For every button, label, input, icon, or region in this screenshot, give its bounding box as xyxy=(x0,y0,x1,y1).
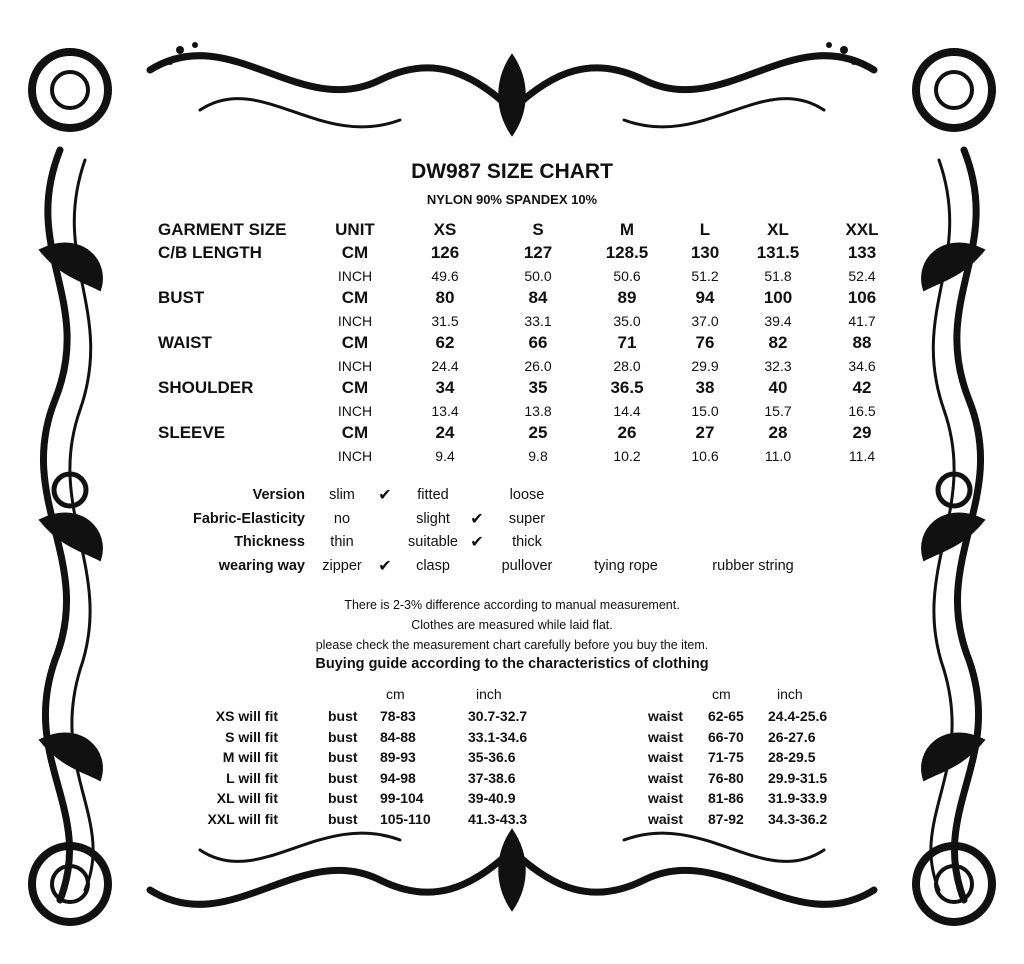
unit-cm-label: CM xyxy=(341,288,369,307)
note-line: please check the measurement chart carefully before you buy the item. xyxy=(315,638,709,652)
characteristic-option: pullover xyxy=(501,557,553,574)
inch-value: 51.8 xyxy=(764,268,792,284)
cm-value: 71 xyxy=(617,333,637,352)
cm-value: 66 xyxy=(528,333,548,352)
guide-waist-cm: 62-65 xyxy=(708,708,744,724)
inch-value: 13.8 xyxy=(524,403,552,419)
guide-bust-inch: 33.1-34.6 xyxy=(468,728,528,745)
guide-waist-inch: 29.9-31.5 xyxy=(768,769,828,786)
inch-value: 37.0 xyxy=(691,313,719,329)
size-header-l: L xyxy=(699,220,711,239)
guide-bust-cm: 84-88 xyxy=(380,728,416,745)
guide-waist-inch: 26-27.6 xyxy=(768,728,816,745)
note-line: There is 2-3% difference according to manual measurement. xyxy=(344,598,680,612)
characteristic-option: tying rope xyxy=(594,557,658,574)
guide-fit-label: L will fit xyxy=(226,769,278,786)
inch-value: 33.1 xyxy=(524,313,552,329)
guide-bust-inch: 41.3-43.3 xyxy=(468,810,528,827)
characteristic-label: Fabric-Elasticity xyxy=(192,510,305,527)
characteristic-option: slight xyxy=(416,510,450,527)
unit-cm-label: CM xyxy=(341,243,369,262)
characteristic-option: rubber string xyxy=(712,557,794,574)
guide-waist-label: waist xyxy=(648,769,684,786)
inch-value: 26.0 xyxy=(524,358,552,374)
inch-value: 52.4 xyxy=(848,268,876,284)
cm-value: 131.5 xyxy=(756,243,800,262)
cm-value: 128.5 xyxy=(605,243,649,262)
cm-value: 36.5 xyxy=(610,378,644,397)
cm-value: 38 xyxy=(695,378,715,397)
check-icon: ✔ xyxy=(378,557,392,575)
measure-label: C/B LENGTH xyxy=(158,243,262,262)
inch-value: 50.6 xyxy=(613,268,641,284)
inch-value: 35.0 xyxy=(613,313,641,329)
cm-value: 35 xyxy=(528,378,548,397)
guide-waist-label: waist xyxy=(648,749,684,765)
inch-value: 15.7 xyxy=(764,403,792,419)
cm-value: 94 xyxy=(695,288,715,307)
chart-title: DW987 SIZE CHART xyxy=(411,160,613,183)
guide-fit-label: S will fit xyxy=(225,728,278,745)
inch-value: 29.9 xyxy=(691,358,719,374)
cm-value: 27 xyxy=(695,423,715,442)
guide-waist-label: waist xyxy=(648,728,684,745)
inch-value: 16.5 xyxy=(848,403,876,419)
inch-value: 10.6 xyxy=(691,448,719,464)
inch-value: 14.4 xyxy=(613,403,641,419)
characteristic-option: clasp xyxy=(416,557,450,574)
size-header-xl: XL xyxy=(767,220,789,239)
unit-inch-label: INCH xyxy=(337,403,373,419)
guide-bust-cm: 78-83 xyxy=(380,708,416,724)
guide-bust-inch: 37-38.6 xyxy=(468,769,516,786)
characteristic-option: thin xyxy=(330,534,354,550)
guide-bust-label: bust xyxy=(328,769,358,786)
characteristic-label: Version xyxy=(252,487,305,503)
measure-label: BUST xyxy=(158,288,205,307)
guide-bust-cm: 94-98 xyxy=(380,769,416,786)
inch-value: 9.8 xyxy=(528,448,548,464)
cm-value: 133 xyxy=(847,243,877,262)
guide-bust-cm-header: cm xyxy=(386,686,405,702)
guide-bust-label: bust xyxy=(328,749,358,765)
size-header-xxl: XXL xyxy=(845,220,879,239)
inch-value: 32.3 xyxy=(764,358,792,374)
cm-value: 24 xyxy=(435,423,455,442)
guide-waist-inch: 24.4-25.6 xyxy=(768,708,828,724)
check-icon: ✔ xyxy=(378,487,392,504)
unit-inch-label: INCH xyxy=(337,313,373,329)
guide-waist-inch: 28-29.5 xyxy=(768,749,816,765)
guide-waist-cm: 76-80 xyxy=(708,769,744,786)
inch-value: 24.4 xyxy=(431,358,459,374)
inch-value: 15.0 xyxy=(691,403,719,419)
guide-bust-label: bust xyxy=(328,810,358,827)
guide-waist-inch: 34.3-36.2 xyxy=(768,810,828,827)
characteristic-option: thick xyxy=(512,534,542,550)
guide-bust-label: bust xyxy=(328,790,358,806)
inch-value: 28.0 xyxy=(613,358,641,374)
guide-waist-inch-header: inch xyxy=(777,686,803,702)
characteristic-option: super xyxy=(508,510,546,527)
guide-bust-cm: 105-110 xyxy=(380,810,431,827)
unit-inch-label: INCH xyxy=(337,448,373,464)
garment-size-header: GARMENT SIZE xyxy=(158,220,287,239)
cm-value: 88 xyxy=(852,333,872,352)
guide-waist-label: waist xyxy=(648,790,684,806)
cm-value: 42 xyxy=(852,378,872,397)
unit-cm-label: CM xyxy=(341,333,369,352)
material-composition: NYLON 90% SPANDEX 10% xyxy=(426,192,598,207)
cm-value: 62 xyxy=(435,333,455,352)
guide-fit-label: XL will fit xyxy=(216,790,278,806)
inch-value: 31.5 xyxy=(431,313,459,329)
inch-value: 49.6 xyxy=(431,268,459,284)
guide-fit-label: XXL will fit xyxy=(207,810,278,827)
cm-value: 40 xyxy=(768,378,788,397)
characteristic-option: loose xyxy=(509,487,545,503)
inch-value: 50.0 xyxy=(524,268,552,284)
guide-waist-cm: 81-86 xyxy=(708,790,744,806)
unit-cm-label: CM xyxy=(341,378,369,397)
inch-value: 13.4 xyxy=(431,403,459,419)
cm-value: 28 xyxy=(768,423,788,442)
guide-fit-label: XS will fit xyxy=(215,708,278,724)
unit-inch-label: INCH xyxy=(337,358,373,374)
characteristic-option: suitable xyxy=(408,534,458,550)
guide-bust-label: bust xyxy=(328,708,358,724)
buying-guide-title: Buying guide according to the characteristics of clothing xyxy=(315,656,709,672)
size-header-s: S xyxy=(532,220,544,239)
characteristic-option: slim xyxy=(329,487,355,503)
guide-bust-inch-header: inch xyxy=(476,686,502,702)
cm-value: 100 xyxy=(763,288,793,307)
guide-waist-cm-header: cm xyxy=(712,686,731,702)
check-icon: ✔ xyxy=(470,534,484,551)
cm-value: 29 xyxy=(852,423,872,442)
measure-label: WAIST xyxy=(158,333,212,352)
guide-waist-cm: 87-92 xyxy=(708,810,744,827)
inch-value: 11.4 xyxy=(848,448,876,464)
inch-value: 9.4 xyxy=(435,448,455,464)
cm-value: 82 xyxy=(768,333,788,352)
characteristic-option: no xyxy=(333,510,351,527)
guide-bust-inch: 30.7-32.7 xyxy=(468,708,528,724)
inch-value: 10.2 xyxy=(613,448,641,464)
unit-header: UNIT xyxy=(335,220,375,239)
size-header-xs: XS xyxy=(433,220,457,239)
guide-waist-inch: 31.9-33.9 xyxy=(768,790,828,806)
inch-value: 34.6 xyxy=(848,358,876,374)
inch-value: 51.2 xyxy=(691,268,719,284)
guide-bust-cm: 89-93 xyxy=(380,749,416,765)
characteristic-option: fitted xyxy=(417,487,449,503)
note-line: Clothes are measured while laid flat. xyxy=(411,618,613,632)
size-header-m: M xyxy=(619,220,635,239)
cm-value: 130 xyxy=(690,243,720,262)
cm-value: 34 xyxy=(435,378,455,397)
guide-waist-label: waist xyxy=(648,708,684,724)
characteristic-label: wearing way xyxy=(218,557,305,574)
guide-waist-cm: 71-75 xyxy=(708,749,744,765)
characteristic-label: Thickness xyxy=(234,534,305,550)
guide-bust-inch: 35-36.6 xyxy=(468,749,516,765)
guide-fit-label: M will fit xyxy=(222,749,278,765)
inch-value: 39.4 xyxy=(764,313,792,329)
guide-bust-inch: 39-40.9 xyxy=(468,790,516,806)
inch-value: 41.7 xyxy=(848,313,876,329)
cm-value: 127 xyxy=(523,243,553,262)
cm-value: 76 xyxy=(695,333,715,352)
cm-value: 25 xyxy=(528,423,548,442)
cm-value: 89 xyxy=(617,288,637,307)
cm-value: 26 xyxy=(617,423,637,442)
guide-bust-cm: 99-104 xyxy=(380,790,424,806)
measure-label: SLEEVE xyxy=(158,423,226,442)
cm-value: 84 xyxy=(528,288,548,307)
check-icon: ✔ xyxy=(470,510,484,528)
unit-inch-label: INCH xyxy=(337,268,373,284)
cm-value: 80 xyxy=(435,288,455,307)
measure-label: SHOULDER xyxy=(158,378,254,397)
characteristic-option: zipper xyxy=(322,557,362,574)
guide-waist-label: waist xyxy=(648,810,684,827)
guide-bust-label: bust xyxy=(328,728,358,745)
unit-cm-label: CM xyxy=(341,423,369,442)
cm-value: 106 xyxy=(847,288,877,307)
inch-value: 11.0 xyxy=(764,448,792,464)
guide-waist-cm: 66-70 xyxy=(708,728,744,745)
cm-value: 126 xyxy=(430,243,460,262)
